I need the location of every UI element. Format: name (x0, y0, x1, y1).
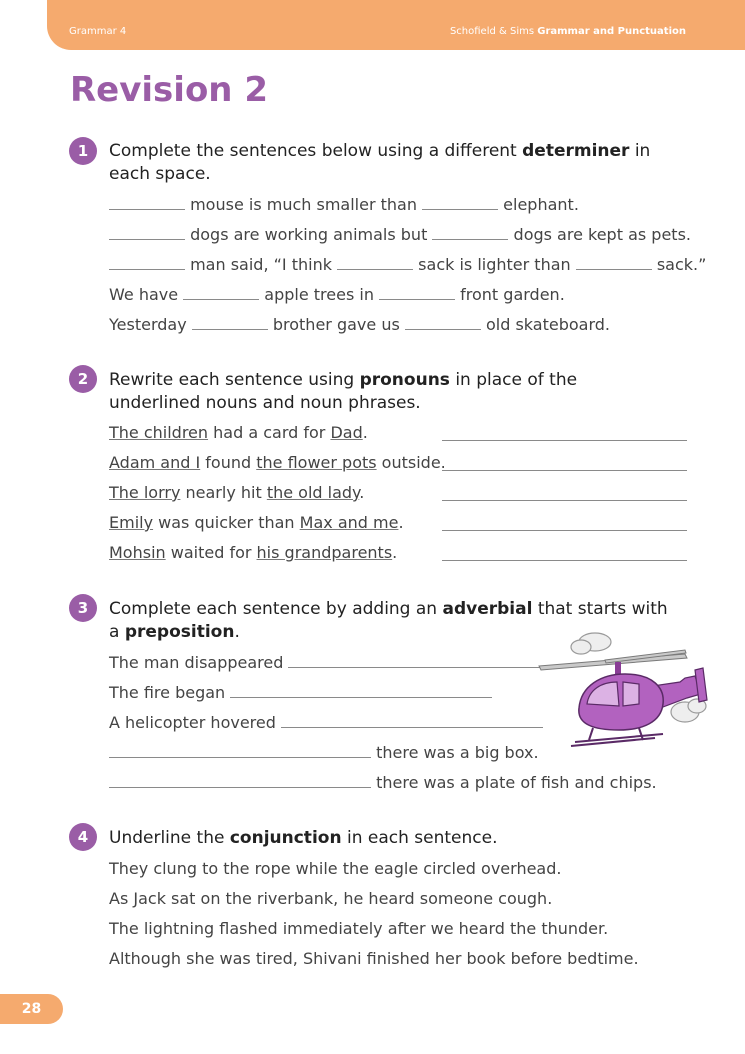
answer-blank[interactable] (405, 313, 481, 330)
q1-sentence-5: Yesterday brother gave us old skateboard. (109, 315, 610, 334)
answer-blank[interactable] (109, 193, 185, 210)
question-3-instruction: Complete each sentence by adding an adverbial that starts with a preposition. (109, 599, 668, 642)
q2-sentence-2: Adam and I found the flower pots outside. (109, 453, 446, 472)
answer-blank[interactable] (109, 253, 185, 270)
question-2-number: 2 (69, 365, 97, 393)
q2-sentence-1: The children had a card for Dad. (109, 423, 368, 442)
page-title: Revision 2 (70, 70, 269, 110)
answer-blank[interactable] (109, 223, 185, 240)
question-4-number: 4 (69, 823, 97, 851)
q3-sentence-1: The man disappeared (109, 651, 550, 673)
answer-blank[interactable] (281, 711, 543, 728)
question-4-instruction: Underline the conjunction in each sentence. (109, 828, 498, 848)
answer-blank[interactable] (337, 253, 413, 270)
answer-blank[interactable] (288, 651, 550, 668)
answer-blank[interactable] (109, 741, 371, 758)
answer-blank[interactable] (422, 193, 498, 210)
page-number: 28 (0, 994, 63, 1024)
question-3-number: 3 (69, 594, 97, 622)
answer-blank[interactable] (183, 283, 259, 300)
answer-line[interactable] (442, 530, 687, 531)
q1-sentence-3: man said, “I think sack is lighter than sack.” (109, 253, 706, 275)
q3-sentence-2: The fire began (109, 681, 492, 703)
page-header (47, 0, 745, 50)
q3-sentence-3: A helicopter hovered (109, 711, 543, 733)
answer-blank[interactable] (109, 771, 371, 788)
q4-sentence-1[interactable]: They clung to the rope while the eagle circled overhead. (109, 859, 562, 878)
question-1-number: 1 (69, 137, 97, 165)
q1-sentence-4: We have apple trees in front garden. (109, 285, 565, 304)
answer-line[interactable] (442, 560, 687, 561)
answer-line[interactable] (442, 470, 687, 471)
answer-line[interactable] (442, 440, 687, 441)
q1-sentence-2: dogs are working animals but dogs are kept as pets. (109, 223, 691, 245)
header-book-title: Grammar 4 (69, 26, 127, 37)
q2-sentence-5: Mohsin waited for his grandparents. (109, 543, 398, 562)
q3-sentence-4: there was a big box. (109, 741, 539, 763)
answer-blank[interactable] (432, 223, 508, 240)
q4-sentence-2[interactable]: As Jack sat on the riverbank, he heard someone cough. (109, 889, 553, 908)
helicopter-illustration (535, 630, 710, 755)
answer-blank[interactable] (192, 313, 268, 330)
header-publisher: Schofield & Sims Grammar and Punctuation (449, 26, 686, 37)
q2-sentence-3: The lorry nearly hit the old lady. (109, 483, 365, 502)
q4-sentence-4[interactable]: Although she was tired, Shivani finished her book before bedtime. (109, 949, 639, 968)
q3-sentence-5: there was a plate of fish and chips. (109, 771, 657, 793)
answer-blank[interactable] (230, 681, 492, 698)
answer-blank[interactable] (379, 283, 455, 300)
answer-blank[interactable] (576, 253, 652, 270)
question-1-instruction: Complete the sentences below using a different determiner in each space. (109, 141, 651, 184)
q2-sentence-4: Emily was quicker than Max and me. (109, 513, 404, 532)
answer-line[interactable] (442, 500, 687, 501)
question-2-instruction: Rewrite each sentence using pronouns in place of the underlined nouns and noun phrases. (109, 370, 578, 413)
q1-sentence-1: mouse is much smaller than elephant. (109, 193, 579, 215)
q4-sentence-3[interactable]: The lightning flashed immediately after we heard the thunder. (109, 919, 609, 938)
